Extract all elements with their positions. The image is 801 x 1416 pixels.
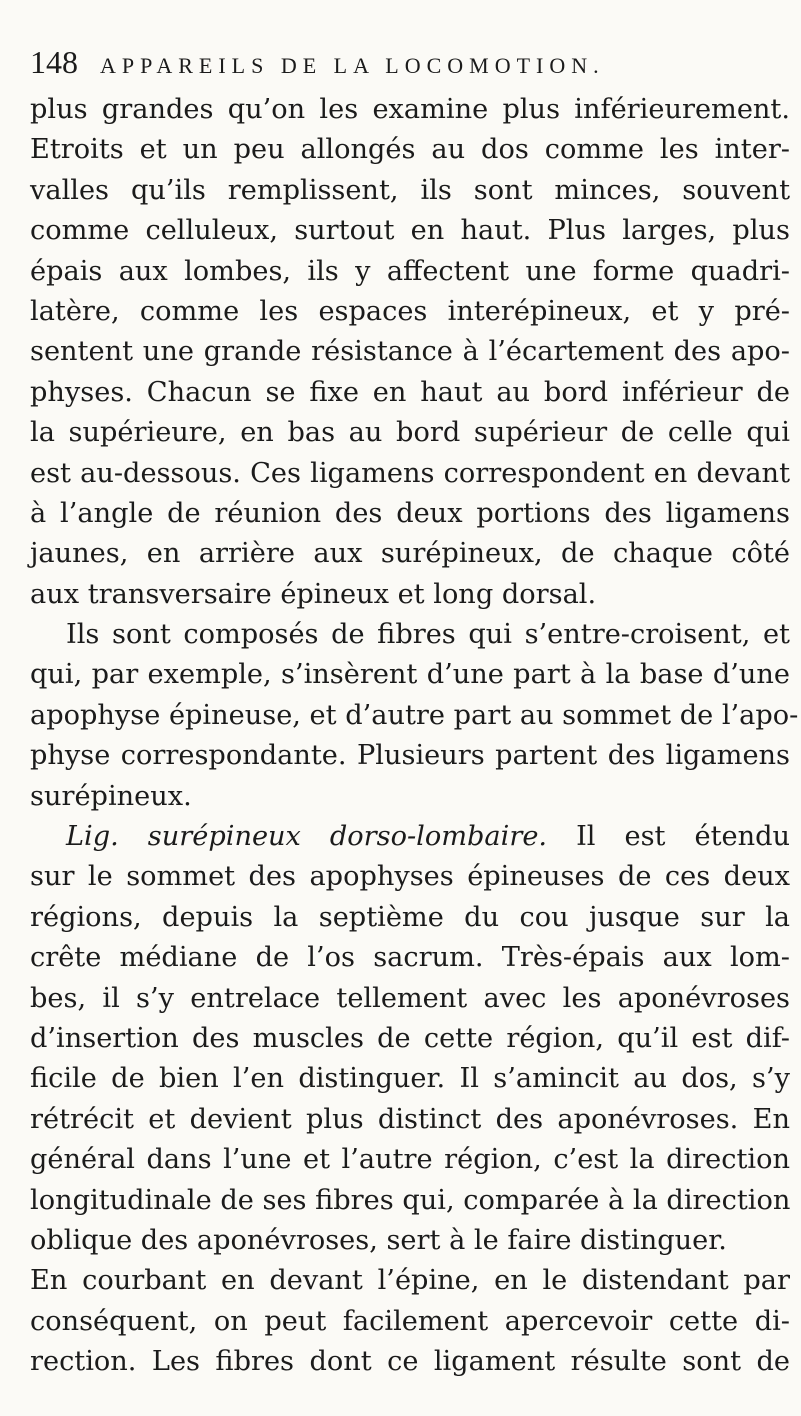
text-line: surépineux. <box>30 780 192 812</box>
text-line: jaunes, en arrière aux surépineux, de chaque côté <box>30 538 790 570</box>
page-header <box>30 44 770 88</box>
text-line: valles qu’ils remplissent, ils sont minces, souvent <box>30 174 790 206</box>
text-line: Etroits et un peu allongés au dos comme les inter- <box>30 134 790 166</box>
text-line: sur le sommet des apophyses épineuses de ces deux <box>30 861 790 893</box>
text-line: à l’angle de réunion des deux portions des ligamens <box>30 497 790 529</box>
text-line: bes, il s’y entrelace tellement avec les aponévroses <box>30 982 790 1014</box>
section-heading-line <box>30 817 790 857</box>
text-line: oblique des aponévroses, sert à le faire distinguer. <box>30 1224 727 1256</box>
text-line: conséquent, on peut facilement apercevoir cette di- <box>30 1305 790 1337</box>
text-line: apophyse épineuse, et d’autre part au sommet de l’apo- <box>30 699 799 731</box>
body-text <box>30 90 799 1383</box>
page-number: 148 <box>30 44 78 80</box>
text-line: En courbant en devant l’épine, en le distendant par <box>30 1265 790 1297</box>
text-line: d’insertion des muscles de cette région, qu’il est dif- <box>30 1022 790 1054</box>
section-heading-rest: Il est étendu <box>547 821 791 853</box>
text-line: rétrécit et devient plus distinct des aponévroses. En <box>30 1103 790 1135</box>
text-line: comme celluleux, surtout en haut. Plus larges, plus <box>30 215 790 247</box>
text-line: rection. Les fibres dont ce ligament résulte sont de <box>30 1346 790 1378</box>
section-heading-title: Lig. surépineux dorso-lombaire. <box>66 821 548 853</box>
text-line: physes. Chacun se fixe en haut au bord inférieur de <box>30 376 790 408</box>
text-line: plus grandes qu’on les examine plus inférieurement. <box>30 94 790 125</box>
text-line: général dans l’une et l’autre région, c’est la direction <box>30 1144 790 1176</box>
text-line: latère, comme les espaces interépineux, et y pré- <box>30 295 790 327</box>
text-line: Ils sont composés de fibres qui s’entre-croisent, et <box>66 619 790 651</box>
text-line: régions, depuis la septième du cou jusque sur la <box>30 901 790 933</box>
text-line: crête médiane de l’os sacrum. Très-épais aux lom- <box>30 942 790 974</box>
text-line: ficile de bien l’en distinguer. Il s’amincit au dos, s’y <box>30 1063 790 1095</box>
text-line: sentent une grande résistance à l’écartement des apo- <box>30 336 790 368</box>
text-line: physe correspondante. Plusieurs partent des ligamens <box>30 740 790 772</box>
text-line: la supérieure, en bas au bord supérieur de celle qui <box>30 417 790 449</box>
text-line: aux transversaire épineux et long dorsal. <box>30 578 597 610</box>
text-line: épais aux lombes, ils y affectent une forme quadri- <box>30 255 790 287</box>
text-line: longitudinale de ses fibres qui, comparée à la direction <box>30 1184 791 1216</box>
text-line: est au-dessous. Ces ligamens correspondent en devant <box>30 457 790 489</box>
running-head: APPAREILS DE LA LOCOMOTION. <box>100 53 605 78</box>
text-line: qui, par exemple, s’insèrent d’une part à la base d’une <box>30 659 790 691</box>
